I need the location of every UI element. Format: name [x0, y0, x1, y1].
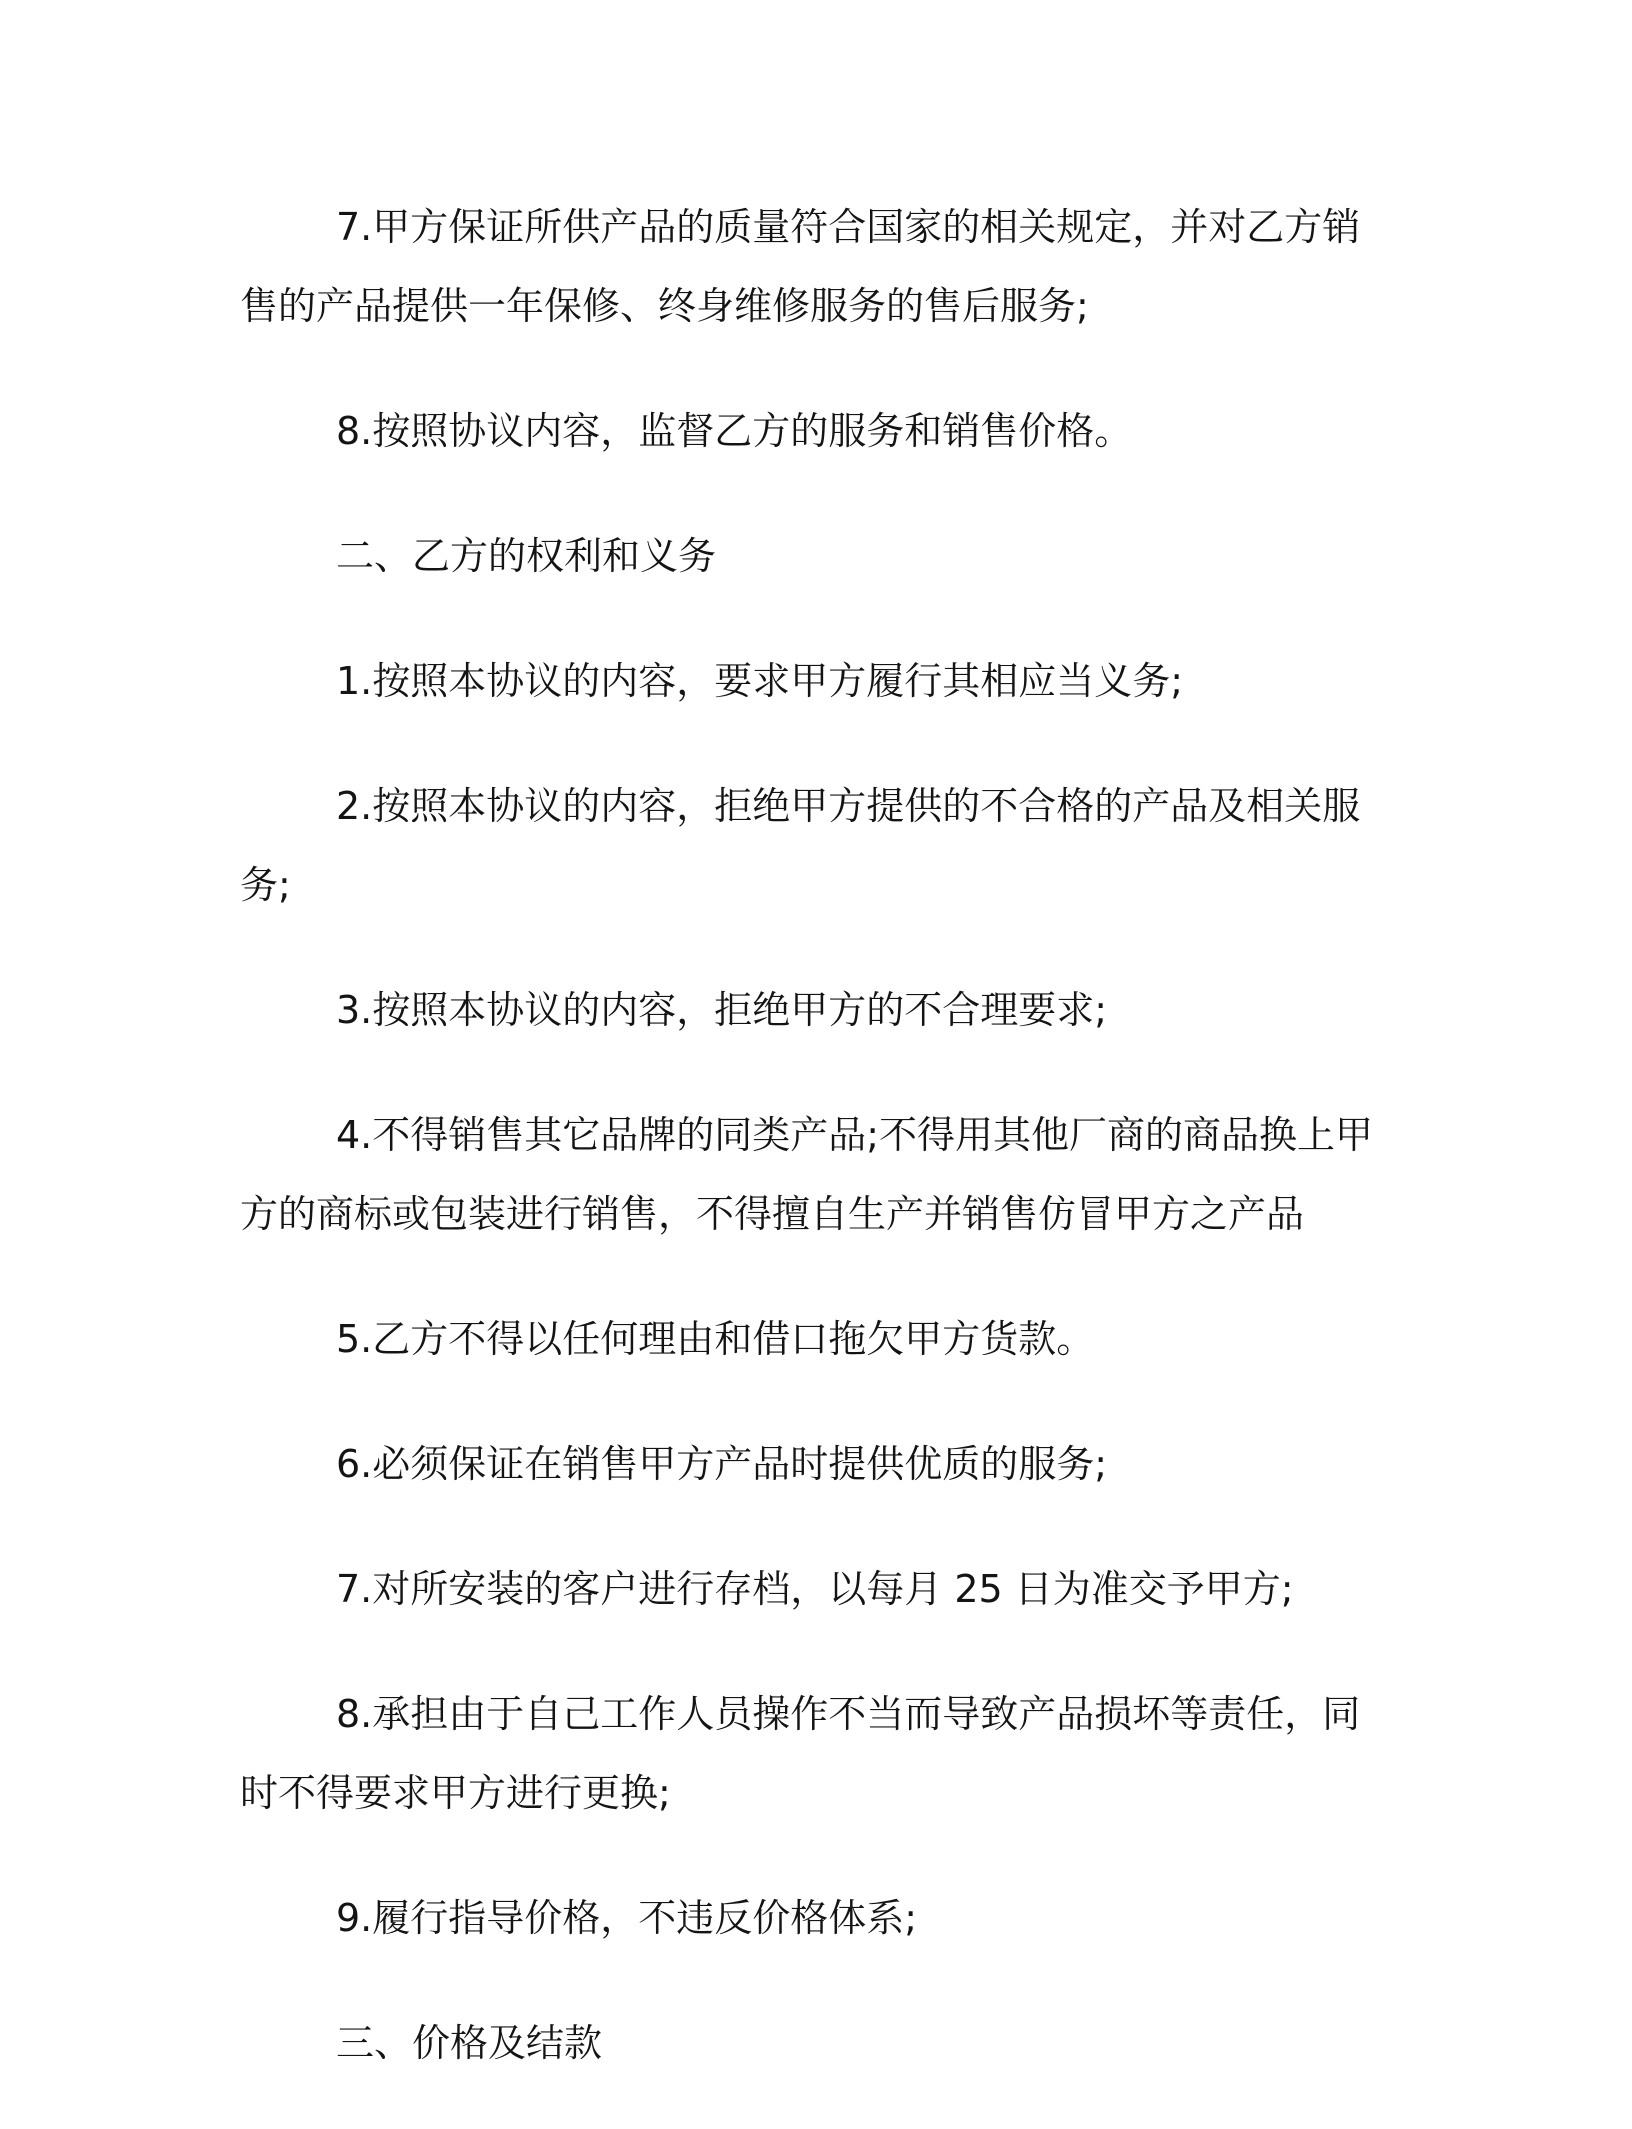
document-body: [240, 188, 1380, 2129]
clause-a7-quality-warranty: 7.甲方保证所供产品的质量符合国家的相关规定，并对乙方销售的产品提供一年保修、终身维修服务的售后服务;: [240, 205, 1361, 328]
section-heading-price-settlement: 三、价格及结款: [336, 2021, 603, 2065]
clause-b6: 6.必须保证在销售甲方产品时提供优质的服务;: [336, 1442, 1108, 1486]
clause-b8: 8.承担由于自己工作人员操作不当而导致产品损坏等责任，同时不得要求甲方进行更换;: [240, 1692, 1361, 1815]
section-heading-party-b-rights: 二、乙方的权利和义务: [336, 534, 717, 578]
clause-b5: 5.乙方不得以任何理由和借口拖欠甲方货款。: [336, 1317, 1095, 1361]
clause-b1: 1.按照本协议的内容，要求甲方履行其相应当义务;: [336, 659, 1184, 703]
clause-b9: 9.履行指导价格，不违反价格体系;: [336, 1896, 918, 1940]
clause-a8-supervision: 8.按照协议内容，监督乙方的服务和销售价格。: [336, 409, 1133, 453]
clause-b7: 7.对所安装的客户进行存档，以每月 25 日为准交予甲方;: [336, 1567, 1294, 1611]
clause-b3: 3.按照本协议的内容，拒绝甲方的不合理要求;: [336, 988, 1108, 1032]
clause-b4: 4.不得销售其它品牌的同类产品;不得用其他厂商的商品换上甲方的商标或包装进行销售，不得擅自生产并销售仿冒甲方之产品: [240, 1113, 1374, 1236]
clause-b2: 2.按照本协议的内容，拒绝甲方提供的不合格的产品及相关服务;: [240, 784, 1361, 907]
